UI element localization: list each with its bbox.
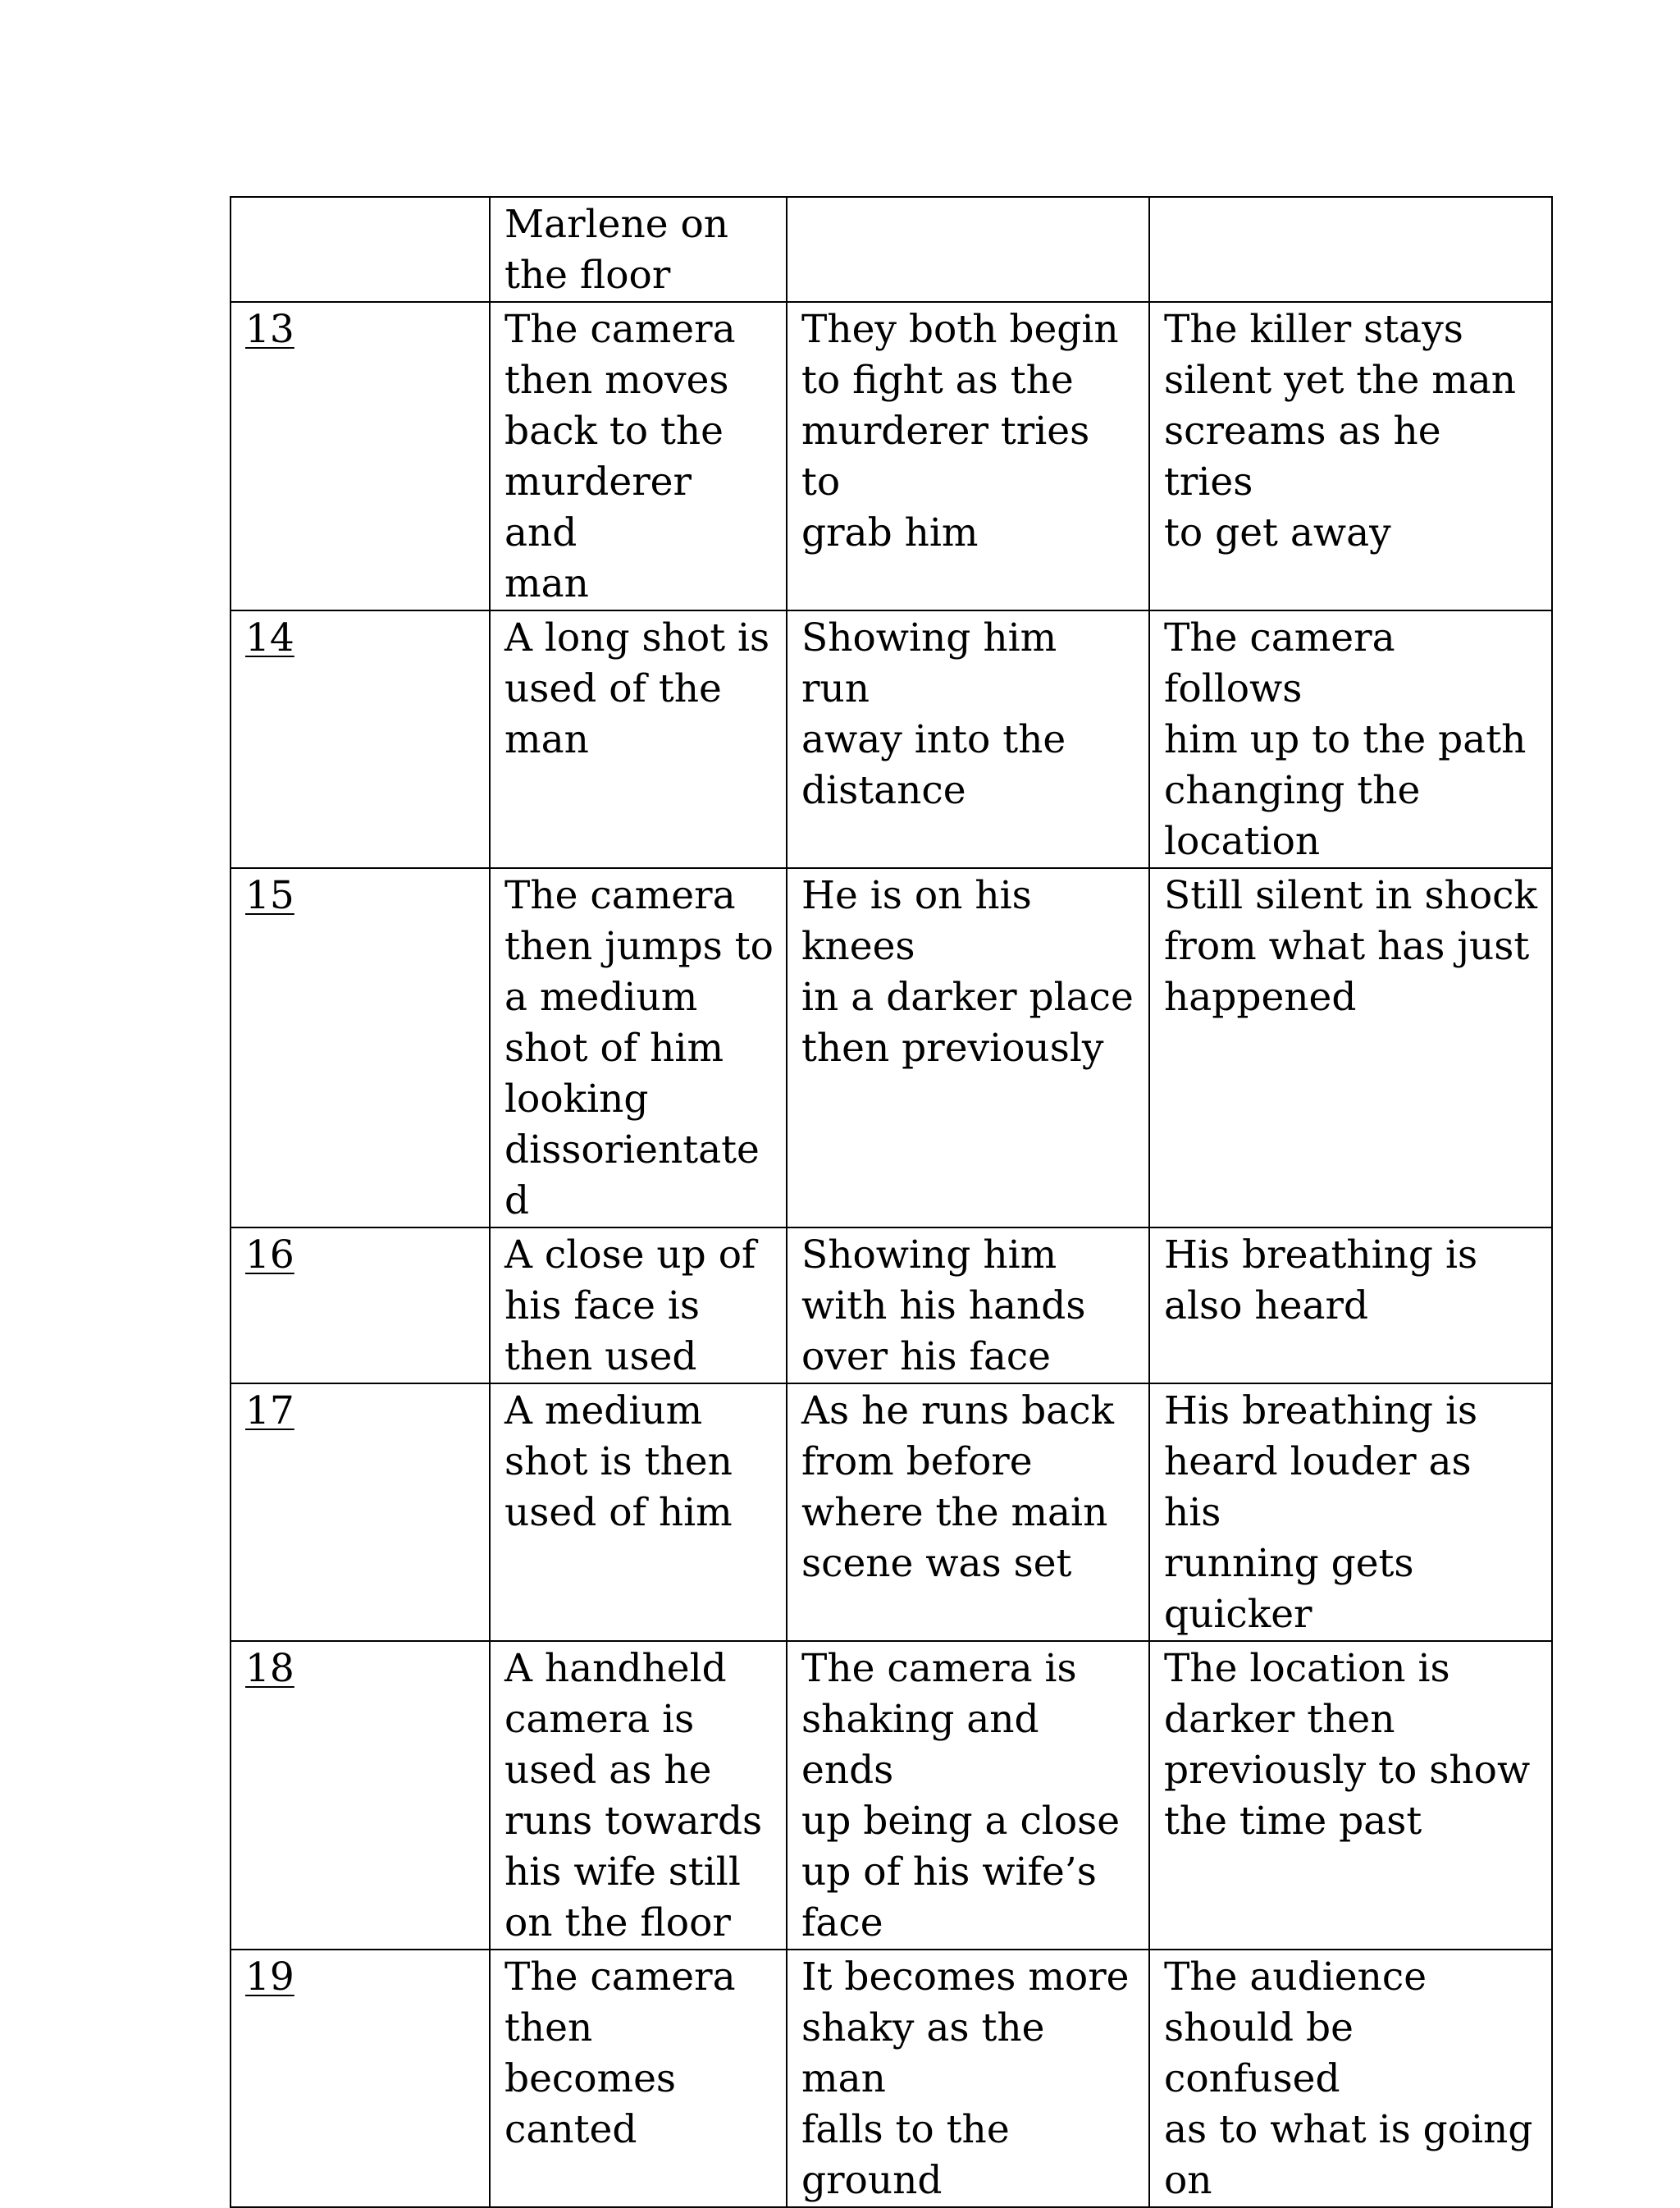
shot-number-cell: 14 [231,610,490,868]
cell-text-line: up of his wife’s [801,1849,1097,1895]
cell-text-line: shaking and ends [801,1697,1039,1793]
sound-description-cell [1149,1227,1552,1383]
cell-text-line: The camera [504,1954,736,2000]
action-description-cell [787,610,1149,868]
sound-description-cell [1149,302,1552,610]
cell-text-line: from before [801,1439,1033,1484]
cell-text-line: face [801,1900,883,1945]
shot-number-cell [231,197,490,302]
cell-text-line: They both begin [801,307,1119,352]
cell-text-line: used of him [504,1490,733,1535]
shot-number-cell: 19 [231,1950,490,2207]
action-description-cell [787,1227,1149,1383]
shot-number-cell: 18 [231,1641,490,1950]
cell-text-line: on the floor [504,1900,731,1945]
shot-number-cell: 15 [231,868,490,1227]
cell-text-line: also heard [1164,1283,1369,1328]
cell-text-line: heard louder as his [1164,1439,1472,1535]
camera-description-cell [490,1227,787,1383]
cell-text-line: The camera follows [1164,615,1395,711]
table-row [231,868,1552,1227]
action-description-cell [787,1383,1149,1641]
table-row [231,1227,1552,1383]
cell-text-line: the time past [1164,1799,1422,1844]
cell-text-line: Marlene on [504,202,729,247]
cell-text-line: Showing him [801,1232,1057,1278]
action-description-cell [787,1641,1149,1950]
cell-text-line: Showing him run [801,615,1057,711]
cell-text-line: shot is then [504,1439,733,1484]
cell-text-line: then jumps to [504,924,774,969]
camera-description-cell [490,1950,787,2207]
camera-description-cell [490,302,787,610]
table-row [231,1950,1552,2207]
cell-text-line: man [504,717,589,762]
cell-text-line: a medium [504,975,698,1020]
cell-text-line: murderer and [504,459,692,555]
sound-description-cell [1149,868,1552,1227]
cell-text-line: grab him [801,510,979,555]
cell-text-line: back to the [504,409,724,454]
cell-text-line: quicker [1164,1592,1312,1637]
camera-description-cell [490,1641,787,1950]
camera-description-cell [490,1383,787,1641]
sound-description-cell [1149,1950,1552,2207]
cell-text-line: to fight as the [801,358,1074,403]
cell-text-line: the floor [504,253,671,298]
table-row [231,302,1552,610]
cell-text-line: shaky as the man [801,2005,1045,2101]
cell-text-line: A handheld [504,1646,727,1691]
cell-text-line: His breathing is [1164,1388,1478,1433]
camera-description-cell [490,868,787,1227]
cell-text-line: on [1164,2158,1212,2203]
cell-text-line: screams as he tries [1164,409,1441,505]
cell-text-line: As he runs back [801,1388,1115,1433]
cell-text-line: He is on his knees [801,873,1032,969]
cell-text-line: The killer stays [1164,307,1463,352]
shot-number-cell: 17 [231,1383,490,1641]
cell-text-line: man [504,561,589,606]
cell-text-line: away into the [801,717,1066,762]
shot-number-cell: 16 [231,1227,490,1383]
cell-text-line: over his face [801,1334,1051,1379]
action-description-cell [787,302,1149,610]
cell-text-line: location [1164,819,1321,864]
cell-text-line: murderer tries to [801,409,1090,505]
storyboard-table [230,196,1553,2208]
cell-text-line: his face is [504,1283,701,1328]
cell-text-line: A medium [504,1388,703,1433]
cell-text-line: in a darker place [801,975,1134,1020]
sound-description-cell [1149,1383,1552,1641]
cell-text-line: his wife still [504,1849,741,1895]
cell-text-line: The location is [1164,1646,1450,1691]
camera-description-cell [490,610,787,868]
cell-text-line: changing the [1164,768,1421,813]
action-description-cell [787,1950,1149,2207]
table-row [231,1641,1552,1950]
cell-text-line: used of the [504,666,722,711]
cell-text-line: previously to show [1164,1748,1531,1793]
sound-description-cell [1149,197,1552,302]
cell-text-line: The camera is [801,1646,1077,1691]
cell-text-line: then previously [801,1026,1104,1071]
cell-text-line: where the main [801,1490,1108,1535]
cell-text-line: darker then [1164,1697,1395,1742]
cell-text-line: runs towards [504,1799,763,1844]
table-row [231,610,1552,868]
cell-text-line: falls to the [801,2107,1010,2152]
cell-text-line: then used [504,1334,697,1379]
cell-text-line: should be confused [1164,2005,1354,2101]
cell-text-line: The audience [1164,1954,1427,2000]
cell-text-line: from what has just [1164,924,1530,969]
cell-text-line: The camera [504,307,736,352]
cell-text-line: silent yet the man [1164,358,1517,403]
camera-description-cell [490,197,787,302]
cell-text-line: distance [801,768,966,813]
cell-text-line: running gets [1164,1541,1414,1586]
cell-text-line: A close up of [504,1232,756,1278]
cell-text-line: then becomes [504,2005,677,2101]
table-body [231,197,1552,2207]
cell-text-line: him up to the path [1164,717,1527,762]
cell-text-line: camera is [504,1697,695,1742]
cell-text-line: used as he [504,1748,712,1793]
cell-text-line: ground [801,2158,943,2203]
cell-text-line: dissorientated [504,1127,760,1223]
cell-text-line: to get away [1164,510,1391,555]
cell-text-line: scene was set [801,1541,1072,1586]
sound-description-cell [1149,610,1552,868]
action-description-cell [787,868,1149,1227]
cell-text-line: A long shot is [504,615,770,661]
cell-text-line: shot of him [504,1026,724,1071]
sound-description-cell [1149,1641,1552,1950]
table-row [231,197,1552,302]
cell-text-line: happened [1164,975,1357,1020]
cell-text-line: His breathing is [1164,1232,1478,1278]
table-row [231,1383,1552,1641]
cell-text-line: as to what is going [1164,2107,1533,2152]
shot-number-cell: 13 [231,302,490,610]
cell-text-line: canted [504,2107,637,2152]
cell-text-line: looking [504,1077,649,1122]
cell-text-line: The camera [504,873,736,918]
cell-text-line: up being a close [801,1799,1121,1844]
cell-text-line: It becomes more [801,1954,1130,2000]
action-description-cell [787,197,1149,302]
cell-text-line: with his hands [801,1283,1086,1328]
cell-text-line: then moves [504,358,729,403]
cell-text-line: Still silent in shock [1164,873,1537,918]
